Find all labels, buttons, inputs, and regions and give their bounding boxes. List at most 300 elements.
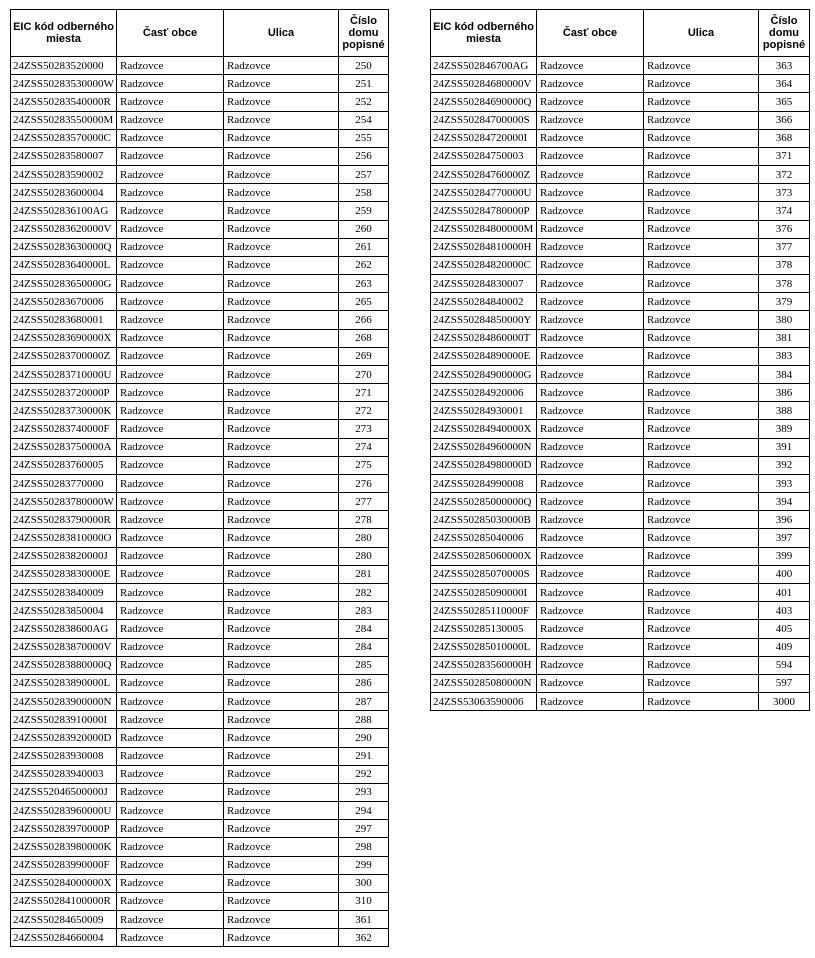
table-row [431, 365, 810, 383]
eic-cell: 24ZSS50283520000 [11, 57, 117, 75]
table-row [431, 238, 810, 256]
part-cell: Radzovce [117, 602, 224, 620]
street-cell: Radzovce [644, 674, 759, 692]
number-cell: 259 [339, 202, 389, 220]
part-cell: Radzovce [117, 166, 224, 184]
street-cell: Radzovce [224, 711, 339, 729]
part-cell: Radzovce [117, 565, 224, 583]
street-cell: Radzovce [224, 802, 339, 820]
table-row [11, 311, 389, 329]
table-row [11, 57, 389, 75]
eic-cell: 24ZSS50284890000E [431, 347, 537, 365]
street-cell: Radzovce [224, 166, 339, 184]
street-cell: Radzovce [224, 220, 339, 238]
part-cell: Radzovce [537, 456, 644, 474]
number-cell: 272 [339, 402, 389, 420]
number-cell: 299 [339, 856, 389, 874]
table-row [431, 511, 810, 529]
table-row [11, 729, 389, 747]
street-cell: Radzovce [644, 329, 759, 347]
eic-cell: 24ZSS50283790000R [11, 511, 117, 529]
number-cell: 269 [339, 347, 389, 365]
eic-cell: 24ZSS50283670006 [11, 293, 117, 311]
part-cell: Radzovce [117, 511, 224, 529]
number-cell: 362 [339, 929, 389, 947]
eic-cell: 24ZSS50283530000W [11, 75, 117, 93]
street-cell: Radzovce [224, 892, 339, 910]
part-cell: Radzovce [117, 892, 224, 910]
table-row [11, 565, 389, 583]
number-cell: 277 [339, 493, 389, 511]
eic-cell: 24ZSS50283930008 [11, 747, 117, 765]
number-cell: 594 [759, 656, 810, 674]
part-cell: Radzovce [537, 311, 644, 329]
street-cell: Radzovce [224, 238, 339, 256]
eic-cell: 24ZSS502846700AG [431, 57, 537, 75]
street-cell: Radzovce [224, 93, 339, 111]
eic-cell: 24ZSS50283940003 [11, 765, 117, 783]
eic-cell: 24ZSS50285090000I [431, 583, 537, 601]
table-row [11, 402, 389, 420]
header-number: Číslo domu popisné [759, 10, 810, 57]
street-cell: Radzovce [644, 147, 759, 165]
part-cell: Radzovce [537, 365, 644, 383]
eic-cell: 24ZSS50283810000O [11, 529, 117, 547]
part-cell: Radzovce [117, 365, 224, 383]
eic-cell: 24ZSS50284810000H [431, 238, 537, 256]
eic-cell: 24ZSS50284650009 [11, 911, 117, 929]
eic-cell: 24ZSS50283560000H [431, 656, 537, 674]
part-cell: Radzovce [117, 256, 224, 274]
part-cell: Radzovce [537, 202, 644, 220]
eic-cell: 24ZSS50285060000X [431, 547, 537, 565]
eic-cell: 24ZSS50283700000Z [11, 347, 117, 365]
eic-cell: 24ZSS50283750000A [11, 438, 117, 456]
table-row [11, 147, 389, 165]
part-cell: Radzovce [117, 402, 224, 420]
eic-cell: 24ZSS50284800000M [431, 220, 537, 238]
number-cell: 261 [339, 238, 389, 256]
part-cell: Radzovce [117, 293, 224, 311]
street-cell: Radzovce [644, 693, 759, 711]
part-cell: Radzovce [117, 929, 224, 947]
table-row [11, 856, 389, 874]
table-row [11, 874, 389, 892]
eic-cell: 24ZSS50283680001 [11, 311, 117, 329]
table-row [11, 583, 389, 601]
part-cell: Radzovce [117, 438, 224, 456]
eic-cell: 24ZSS50283960000U [11, 802, 117, 820]
table-row [11, 202, 389, 220]
number-cell: 409 [759, 638, 810, 656]
number-cell: 391 [759, 438, 810, 456]
eic-cell: 24ZSS50283600004 [11, 184, 117, 202]
part-cell: Radzovce [117, 638, 224, 656]
part-cell: Radzovce [537, 693, 644, 711]
street-cell: Radzovce [224, 57, 339, 75]
number-cell: 286 [339, 674, 389, 692]
eic-cell: 24ZSS50284100000R [11, 892, 117, 910]
number-cell: 3000 [759, 693, 810, 711]
table-row [431, 693, 810, 711]
number-cell: 271 [339, 384, 389, 402]
number-cell: 262 [339, 256, 389, 274]
part-cell: Radzovce [537, 402, 644, 420]
table-row [11, 529, 389, 547]
table-row [11, 384, 389, 402]
street-cell: Radzovce [224, 275, 339, 293]
header-number: Číslo domu popisné [339, 10, 389, 57]
part-cell: Radzovce [117, 347, 224, 365]
part-cell: Radzovce [537, 166, 644, 184]
number-cell: 378 [759, 275, 810, 293]
part-cell: Radzovce [537, 57, 644, 75]
table-row [11, 166, 389, 184]
eic-cell: 24ZSS50285000000Q [431, 493, 537, 511]
eic-cell: 24ZSS50284930001 [431, 402, 537, 420]
header-street: Ulica [644, 10, 759, 57]
eic-cell: 24ZSS50283580007 [11, 147, 117, 165]
street-cell: Radzovce [224, 293, 339, 311]
eic-cell: 24ZSS52046500000J [11, 783, 117, 801]
part-cell: Radzovce [117, 129, 224, 147]
number-cell: 379 [759, 293, 810, 311]
part-cell: Radzovce [117, 747, 224, 765]
eic-cell: 24ZSS50284700000S [431, 111, 537, 129]
header-part: Časť obce [117, 10, 224, 57]
part-cell: Radzovce [537, 75, 644, 93]
part-cell: Radzovce [117, 802, 224, 820]
street-cell: Radzovce [644, 638, 759, 656]
eic-cell: 24ZSS50283650000G [11, 275, 117, 293]
part-cell: Radzovce [537, 420, 644, 438]
table-row [11, 838, 389, 856]
street-cell: Radzovce [644, 256, 759, 274]
table-row [431, 147, 810, 165]
street-cell: Radzovce [644, 474, 759, 492]
street-cell: Radzovce [644, 220, 759, 238]
part-cell: Radzovce [117, 111, 224, 129]
table-row [11, 493, 389, 511]
table-row [431, 402, 810, 420]
part-cell: Radzovce [117, 620, 224, 638]
number-cell: 403 [759, 602, 810, 620]
part-cell: Radzovce [537, 293, 644, 311]
eic-cell: 24ZSS50283850004 [11, 602, 117, 620]
part-cell: Radzovce [537, 620, 644, 638]
part-cell: Radzovce [537, 238, 644, 256]
number-cell: 256 [339, 147, 389, 165]
eic-cell: 24ZSS50284000000X [11, 874, 117, 892]
table-row [11, 256, 389, 274]
eic-cell: 24ZSS50283630000Q [11, 238, 117, 256]
eic-cell: 24ZSS50283980000K [11, 838, 117, 856]
street-cell: Radzovce [644, 293, 759, 311]
number-cell: 280 [339, 547, 389, 565]
part-cell: Radzovce [537, 638, 644, 656]
street-cell: Radzovce [224, 529, 339, 547]
part-cell: Radzovce [117, 711, 224, 729]
street-cell: Radzovce [644, 238, 759, 256]
eic-cell: 24ZSS50285030000B [431, 511, 537, 529]
table-row [11, 365, 389, 383]
eic-cell: 24ZSS50283770000 [11, 474, 117, 492]
eic-cell: 24ZSS50284660004 [11, 929, 117, 947]
eic-cell: 24ZSS502838600AG [11, 620, 117, 638]
eic-cell: 24ZSS50283840009 [11, 583, 117, 601]
part-cell: Radzovce [537, 329, 644, 347]
part-cell: Radzovce [537, 511, 644, 529]
eic-cell: 24ZSS50284780000P [431, 202, 537, 220]
street-cell: Radzovce [644, 565, 759, 583]
table-row [431, 57, 810, 75]
street-cell: Radzovce [224, 311, 339, 329]
table-row [431, 493, 810, 511]
table-row [431, 220, 810, 238]
street-cell: Radzovce [224, 420, 339, 438]
street-cell: Radzovce [644, 493, 759, 511]
eic-cell: 24ZSS502836100AG [11, 202, 117, 220]
number-cell: 374 [759, 202, 810, 220]
number-cell: 365 [759, 93, 810, 111]
table-row [431, 438, 810, 456]
street-cell: Radzovce [644, 57, 759, 75]
number-cell: 263 [339, 275, 389, 293]
number-cell: 392 [759, 456, 810, 474]
number-cell: 380 [759, 311, 810, 329]
eic-cell: 24ZSS50285130005 [431, 620, 537, 638]
number-cell: 284 [339, 638, 389, 656]
eic-cell: 24ZSS50284980000D [431, 456, 537, 474]
number-cell: 252 [339, 93, 389, 111]
table-row [11, 638, 389, 656]
table-row [431, 256, 810, 274]
street-cell: Radzovce [644, 438, 759, 456]
street-cell: Radzovce [644, 166, 759, 184]
table-row [11, 693, 389, 711]
header-row [431, 10, 810, 57]
table-row [11, 547, 389, 565]
street-cell: Radzovce [224, 384, 339, 402]
part-cell: Radzovce [117, 874, 224, 892]
table-row [11, 129, 389, 147]
street-cell: Radzovce [224, 184, 339, 202]
part-cell: Radzovce [537, 438, 644, 456]
table-row [431, 420, 810, 438]
street-cell: Radzovce [224, 674, 339, 692]
number-cell: 250 [339, 57, 389, 75]
table-row [11, 329, 389, 347]
part-cell: Radzovce [537, 493, 644, 511]
number-cell: 273 [339, 420, 389, 438]
part-cell: Radzovce [117, 765, 224, 783]
table-row [431, 347, 810, 365]
part-cell: Radzovce [117, 547, 224, 565]
table-row [11, 474, 389, 492]
number-cell: 268 [339, 329, 389, 347]
street-cell: Radzovce [224, 911, 339, 929]
street-cell: Radzovce [224, 329, 339, 347]
table-row [11, 802, 389, 820]
table-row [431, 456, 810, 474]
part-cell: Radzovce [537, 384, 644, 402]
table-row [431, 656, 810, 674]
eic-cell: 24ZSS50283910000I [11, 711, 117, 729]
table-row [11, 892, 389, 910]
table-row [11, 220, 389, 238]
number-cell: 399 [759, 547, 810, 565]
street-cell: Radzovce [644, 529, 759, 547]
number-cell: 270 [339, 365, 389, 383]
street-cell: Radzovce [224, 456, 339, 474]
number-cell: 381 [759, 329, 810, 347]
table-row [11, 783, 389, 801]
eic-cell: 24ZSS50284920006 [431, 384, 537, 402]
street-cell: Radzovce [644, 347, 759, 365]
part-cell: Radzovce [117, 57, 224, 75]
eic-cell: 24ZSS50283570000C [11, 129, 117, 147]
number-cell: 389 [759, 420, 810, 438]
number-cell: 310 [339, 892, 389, 910]
number-cell: 397 [759, 529, 810, 547]
eic-cell: 24ZSS50283990000F [11, 856, 117, 874]
number-cell: 291 [339, 747, 389, 765]
number-cell: 287 [339, 693, 389, 711]
number-cell: 378 [759, 256, 810, 274]
table-row [431, 583, 810, 601]
street-cell: Radzovce [224, 147, 339, 165]
number-cell: 298 [339, 838, 389, 856]
street-cell: Radzovce [224, 602, 339, 620]
table-row [431, 620, 810, 638]
number-cell: 278 [339, 511, 389, 529]
street-cell: Radzovce [224, 474, 339, 492]
eic-cell: 24ZSS50283820000J [11, 547, 117, 565]
part-cell: Radzovce [537, 529, 644, 547]
number-cell: 388 [759, 402, 810, 420]
street-cell: Radzovce [224, 856, 339, 874]
number-cell: 266 [339, 311, 389, 329]
street-cell: Radzovce [644, 184, 759, 202]
eic-cell: 24ZSS50283620000V [11, 220, 117, 238]
header-row [11, 10, 389, 57]
eic-cell: 24ZSS50284940000X [431, 420, 537, 438]
eic-cell: 24ZSS50284750003 [431, 147, 537, 165]
street-cell: Radzovce [224, 747, 339, 765]
table-row [11, 293, 389, 311]
street-cell: Radzovce [644, 656, 759, 674]
table-row [431, 166, 810, 184]
address-table-left [10, 9, 389, 947]
number-cell: 290 [339, 729, 389, 747]
address-table-right [430, 9, 810, 711]
part-cell: Radzovce [117, 93, 224, 111]
eic-cell: 24ZSS50284820000C [431, 256, 537, 274]
table-row [11, 674, 389, 692]
number-cell: 396 [759, 511, 810, 529]
number-cell: 274 [339, 438, 389, 456]
eic-cell: 24ZSS50285040006 [431, 529, 537, 547]
table-row [11, 511, 389, 529]
part-cell: Radzovce [117, 474, 224, 492]
part-cell: Radzovce [117, 674, 224, 692]
street-cell: Radzovce [224, 929, 339, 947]
table-row [431, 384, 810, 402]
street-cell: Radzovce [224, 111, 339, 129]
number-cell: 275 [339, 456, 389, 474]
part-cell: Radzovce [117, 820, 224, 838]
part-cell: Radzovce [117, 202, 224, 220]
part-cell: Radzovce [117, 911, 224, 929]
eic-cell: 24ZSS50284960000N [431, 438, 537, 456]
part-cell: Radzovce [117, 184, 224, 202]
eic-cell: 24ZSS50284690000Q [431, 93, 537, 111]
table-row [11, 184, 389, 202]
eic-cell: 24ZSS50283710000U [11, 365, 117, 383]
number-cell: 361 [339, 911, 389, 929]
street-cell: Radzovce [224, 547, 339, 565]
street-cell: Radzovce [224, 365, 339, 383]
street-cell: Radzovce [644, 402, 759, 420]
street-cell: Radzovce [224, 620, 339, 638]
street-cell: Radzovce [224, 693, 339, 711]
table-row [11, 656, 389, 674]
eic-cell: 24ZSS50284840002 [431, 293, 537, 311]
number-cell: 276 [339, 474, 389, 492]
part-cell: Radzovce [117, 856, 224, 874]
part-cell: Radzovce [537, 674, 644, 692]
number-cell: 260 [339, 220, 389, 238]
eic-cell: 24ZSS50285110000F [431, 602, 537, 620]
part-cell: Radzovce [117, 238, 224, 256]
part-cell: Radzovce [117, 311, 224, 329]
street-cell: Radzovce [224, 565, 339, 583]
part-cell: Radzovce [537, 220, 644, 238]
street-cell: Radzovce [644, 547, 759, 565]
number-cell: 368 [759, 129, 810, 147]
street-cell: Radzovce [224, 511, 339, 529]
street-cell: Radzovce [644, 93, 759, 111]
part-cell: Radzovce [537, 602, 644, 620]
number-cell: 376 [759, 220, 810, 238]
eic-cell: 24ZSS50285010000L [431, 638, 537, 656]
eic-cell: 24ZSS50283690000X [11, 329, 117, 347]
table-row [11, 420, 389, 438]
street-cell: Radzovce [644, 384, 759, 402]
table-row [11, 456, 389, 474]
part-cell: Radzovce [117, 493, 224, 511]
part-cell: Radzovce [117, 693, 224, 711]
number-cell: 285 [339, 656, 389, 674]
eic-cell: 24ZSS50284770000U [431, 184, 537, 202]
number-cell: 366 [759, 111, 810, 129]
part-cell: Radzovce [537, 275, 644, 293]
number-cell: 401 [759, 583, 810, 601]
number-cell: 383 [759, 347, 810, 365]
table-row [431, 75, 810, 93]
table-row [11, 111, 389, 129]
number-cell: 393 [759, 474, 810, 492]
eic-cell: 24ZSS50284990008 [431, 474, 537, 492]
number-cell: 364 [759, 75, 810, 93]
table-row [431, 311, 810, 329]
eic-cell: 24ZSS50283740000F [11, 420, 117, 438]
table-row [431, 602, 810, 620]
table-row [11, 602, 389, 620]
eic-cell: 24ZSS50283880000Q [11, 656, 117, 674]
eic-cell: 24ZSS50283890000L [11, 674, 117, 692]
part-cell: Radzovce [537, 474, 644, 492]
